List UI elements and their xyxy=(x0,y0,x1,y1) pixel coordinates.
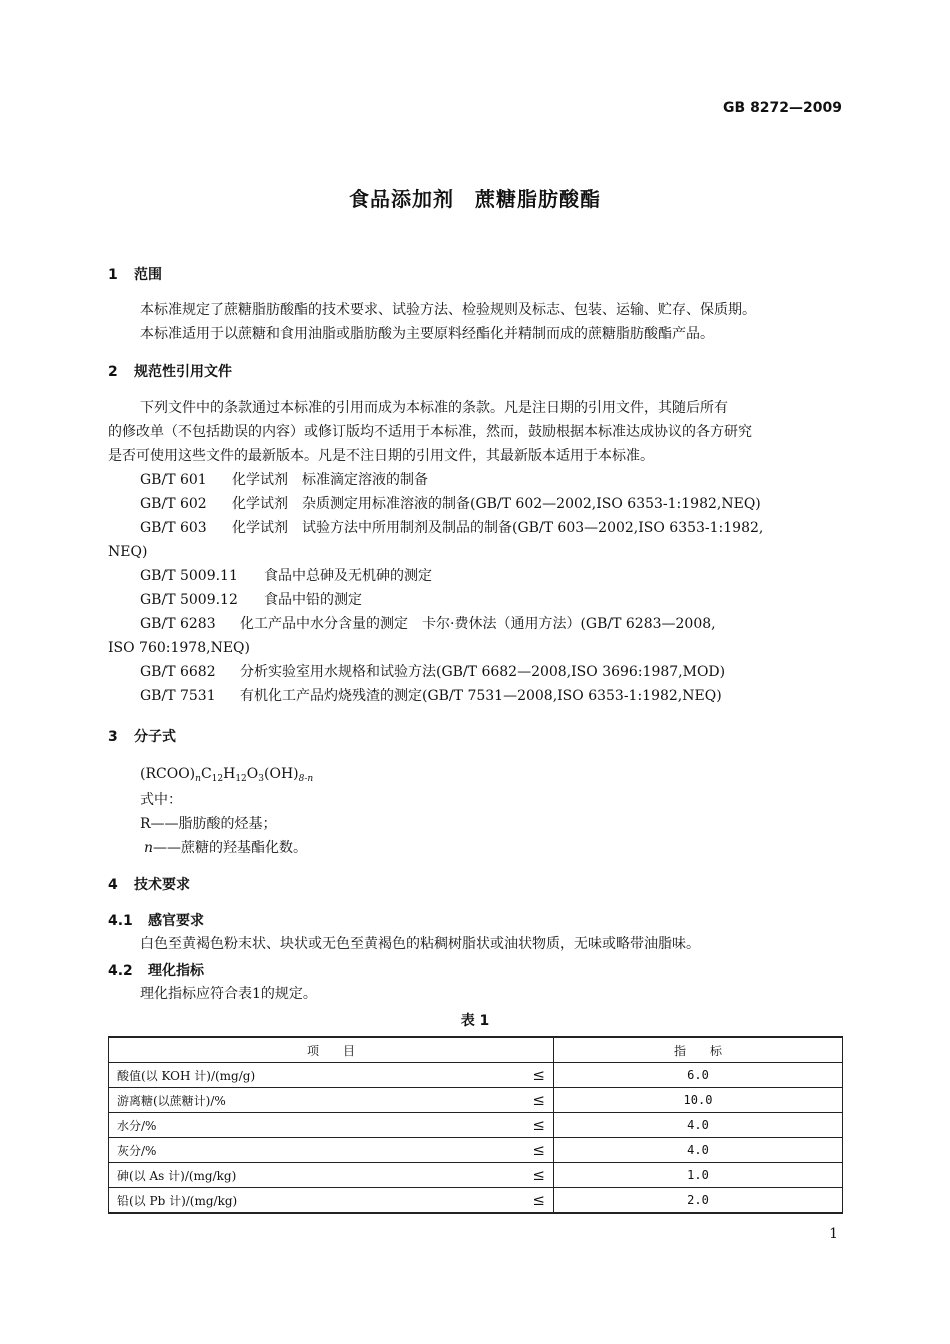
paragraph: 白色至黄褐色粉末状、块状或无色至黄褐色的粘稠树脂状或油状物质，无味或略带油脂味。 xyxy=(140,936,700,952)
item-name: 游离糖(以蔗糖计)/% xyxy=(109,1088,518,1113)
reference-code: GB/T 5009.12 xyxy=(140,592,238,608)
formula-part: H xyxy=(223,766,236,782)
item-name: 铅(以 Pb 计)/(mg/kg) xyxy=(109,1188,518,1214)
formula-part: O xyxy=(246,766,259,782)
table-row xyxy=(109,1188,843,1214)
paragraph: 理化指标应符合表1的规定。 xyxy=(140,986,317,1002)
reference-title: 化学试剂 杂质测定用标准溶液的制备(GB/T 602—2002,ISO 6353-1:1982,NEQ) xyxy=(232,496,761,512)
comparison-operator: ≤ xyxy=(517,1063,554,1088)
standard-code: GB 8272—2009 xyxy=(723,100,842,116)
subsection-title: 感官要求 xyxy=(148,913,204,929)
item-name: 灰分/% xyxy=(109,1138,518,1163)
formula-part: (RCOO) xyxy=(140,766,196,782)
formula-subscript: 8-n xyxy=(298,774,314,784)
reference-title: 分析实验室用水规格和试验方法(GB/T 6682—2008,ISO 3696:1987,MOD) xyxy=(240,664,726,680)
table-header-row xyxy=(109,1037,843,1063)
reference-title: 食品中铅的测定 xyxy=(264,592,362,608)
subsection-number: 4.2 xyxy=(108,963,133,979)
comparison-operator: ≤ xyxy=(517,1188,554,1214)
symbol-meaning: ——蔗糖的羟基酯化数。 xyxy=(153,840,308,856)
limit-value: 10.0 xyxy=(554,1088,843,1113)
table-caption: 表 1 xyxy=(460,1013,490,1029)
symbol-meaning: ——脂肪酸的烃基； xyxy=(150,816,277,832)
reference-item xyxy=(140,492,761,516)
reference-title: 有机化工产品灼烧残渣的测定(GB/T 7531—2008,ISO 6353-1:1982,NEQ) xyxy=(240,688,722,704)
limit-value: 6.0 xyxy=(554,1063,843,1088)
reference-code: GB/T 7531 xyxy=(140,688,216,704)
subsection-number: 4.1 xyxy=(108,913,133,929)
symbol-definition xyxy=(144,836,307,860)
item-name: 砷(以 As 计)/(mg/kg) xyxy=(109,1163,518,1188)
reference-continuation: NEQ) xyxy=(108,544,148,560)
reference-title: 食品中总砷及无机砷的测定 xyxy=(264,568,432,584)
subsection-4-1-heading xyxy=(108,910,204,930)
table-row xyxy=(109,1138,843,1163)
molecular-formula xyxy=(140,762,313,791)
section-number: 3 xyxy=(108,729,118,745)
comparison-operator: ≤ xyxy=(517,1138,554,1163)
section-2-heading xyxy=(108,361,232,381)
section-number: 2 xyxy=(108,364,118,380)
paragraph: 本标准规定了蔗糖脂肪酸酯的技术要求、试验方法、检验规则及标志、包装、运输、贮存、保质期。 xyxy=(140,302,756,318)
reference-item xyxy=(140,612,716,636)
reference-code: GB/T 6682 xyxy=(140,664,216,680)
table-row xyxy=(109,1088,843,1113)
limit-value: 2.0 xyxy=(554,1188,843,1214)
reference-code: GB/T 603 xyxy=(140,520,207,536)
reference-item xyxy=(140,468,428,492)
page-number: 1 xyxy=(829,1226,838,1242)
section-title: 范围 xyxy=(134,267,162,283)
reference-item xyxy=(140,516,763,540)
formula-part: (OH) xyxy=(264,766,299,782)
reference-item xyxy=(140,564,432,588)
formula-subscript: n xyxy=(195,774,201,784)
reference-item xyxy=(140,588,362,612)
reference-code: GB/T 5009.11 xyxy=(140,568,238,584)
where-label: 式中： xyxy=(140,792,182,808)
formula-part: C xyxy=(200,766,212,782)
comparison-operator: ≤ xyxy=(517,1088,554,1113)
specification-table xyxy=(108,1036,843,1214)
limit-value: 4.0 xyxy=(554,1138,843,1163)
section-title: 技术要求 xyxy=(134,877,190,893)
reference-title: 化学试剂 试验方法中所用制剂及制品的制备(GB/T 603—2002,ISO 6353-1:1982, xyxy=(232,520,764,536)
section-4-heading xyxy=(108,874,190,894)
item-name: 酸值(以 KOH 计)/(mg/g) xyxy=(109,1063,518,1088)
symbol: n xyxy=(144,840,154,856)
paragraph-line: 是否可使用这些文件的最新版本。凡是不注日期的引用文件，其最新版本适用于本标准。 xyxy=(108,448,654,464)
subsection-title: 理化指标 xyxy=(148,963,204,979)
paragraph-line: 下列文件中的条款通过本标准的引用而成为本标准的条款。凡是注日期的引用文件，其随后所有 xyxy=(140,400,728,416)
reference-title: 化学试剂 标准滴定溶液的制备 xyxy=(232,472,428,488)
section-title: 分子式 xyxy=(134,729,176,745)
symbol-definition xyxy=(140,812,277,836)
reference-code: GB/T 601 xyxy=(140,472,207,488)
subsection-4-2-heading xyxy=(108,960,204,980)
paragraph-line: 的修改单（不包括勘误的内容）或修订版均不适用于本标准，然而，鼓励根据本标准达成协议的各方研究 xyxy=(108,424,752,440)
document-title: 食品添加剂 蔗糖脂肪酸酯 xyxy=(349,187,601,211)
item-name: 水分/% xyxy=(109,1113,518,1138)
reference-continuation: ISO 760:1978,NEQ) xyxy=(108,640,250,656)
formula-subscript: 12 xyxy=(235,774,247,784)
reference-code: GB/T 602 xyxy=(140,496,207,512)
section-number: 1 xyxy=(108,267,118,283)
reference-title: 化工产品中水分含量的测定 卡尔·费休法（通用方法）(GB/T 6283—2008, xyxy=(240,616,716,632)
table-row xyxy=(109,1113,843,1138)
paragraph: 本标准适用于以蔗糖和食用油脂或脂肪酸为主要原料经酯化并精制而成的蔗糖脂肪酸酯产品。 xyxy=(140,326,714,342)
comparison-operator: ≤ xyxy=(517,1113,554,1138)
reference-item xyxy=(140,684,722,708)
column-header-item: 项 目 xyxy=(109,1037,554,1063)
comparison-operator: ≤ xyxy=(517,1163,554,1188)
formula-subscript: 12 xyxy=(211,774,224,784)
formula-subscript: 3 xyxy=(258,774,264,784)
symbol: R xyxy=(140,816,151,832)
section-3-heading xyxy=(108,726,176,746)
section-number: 4 xyxy=(108,877,118,893)
section-title: 规范性引用文件 xyxy=(134,364,232,380)
table-row xyxy=(109,1063,843,1088)
table-row xyxy=(109,1163,843,1188)
reference-code: GB/T 6283 xyxy=(140,616,216,632)
limit-value: 1.0 xyxy=(554,1163,843,1188)
column-header-value: 指 标 xyxy=(554,1037,843,1063)
reference-item xyxy=(140,660,725,684)
section-1-heading xyxy=(108,264,162,284)
limit-value: 4.0 xyxy=(554,1113,843,1138)
